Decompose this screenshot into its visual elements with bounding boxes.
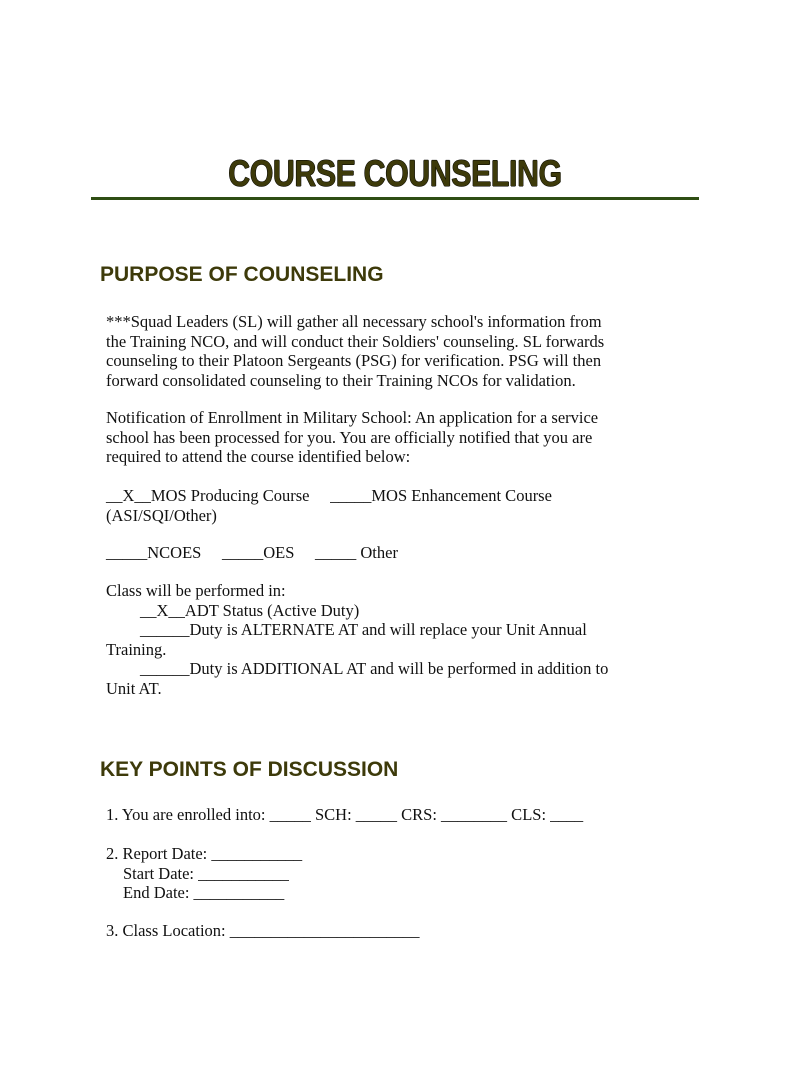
report-date-line: 2. Report Date: ___________ (106, 844, 303, 863)
notification-line: Notification of Enrollment in Military School: An application for a service (106, 408, 599, 427)
enrollment-line: 1. You are enrolled into: _____ SCH: _____ CRS: ________ CLS: ____ (106, 805, 584, 824)
notification-line: required to attend the course identified below: (106, 447, 411, 467)
purpose-intro-line: counseling to their Platoon Sergeants (PSG) for verification. PSG will then (106, 351, 602, 371)
additional-at-option-continued: Unit AT. (106, 678, 162, 698)
purpose-intro-line: ***Squad Leaders (SL) will gather all necessary school's information from (106, 312, 602, 331)
start-date-line: Start Date: ___________ (123, 863, 289, 883)
notification-line: school has been processed for you. You are officially notified that you are (106, 427, 593, 447)
end-date-line: End Date: ___________ (123, 883, 285, 903)
purpose-intro-line: the Training NCO, and will conduct their Soldiers' counseling. SL forwards (106, 331, 605, 351)
class-performance-section (106, 581, 706, 699)
document-title: COURSE COUNSELING (228, 153, 562, 194)
adt-status-option: __X__ADT Status (Active Duty) (140, 600, 360, 620)
additional-at-option: ______Duty is ADDITIONAL AT and will be performed in addition to (140, 659, 609, 679)
course-type-line: __X__MOS Producing Course _____MOS Enhancement Course (106, 486, 552, 505)
purpose-heading: PURPOSE OF COUNSELING (100, 263, 384, 286)
alternate-at-option-continued: Training. (106, 639, 167, 659)
notification-paragraph (106, 408, 706, 467)
key-point-enrollment (106, 805, 706, 825)
course-type-line: (ASI/SQI/Other) (106, 505, 217, 525)
course-category-options (106, 543, 706, 563)
purpose-intro-line: forward consolidated counseling to their Training NCOs for validation. (106, 370, 576, 390)
class-location-line: 3. Class Location: _______________________ (106, 921, 420, 940)
key-points-heading: KEY POINTS OF DISCUSSION (100, 758, 399, 781)
class-performance-heading: Class will be performed in: (106, 581, 286, 600)
alternate-at-option: ______Duty is ALTERNATE AT and will replace your Unit Annual (140, 620, 587, 640)
title-underline (91, 197, 699, 200)
course-type-options (106, 486, 706, 525)
course-category-line: _____NCOES _____OES _____ Other (106, 543, 398, 562)
purpose-intro-paragraph (106, 312, 706, 390)
key-point-dates (106, 844, 706, 903)
key-point-location (106, 921, 706, 941)
